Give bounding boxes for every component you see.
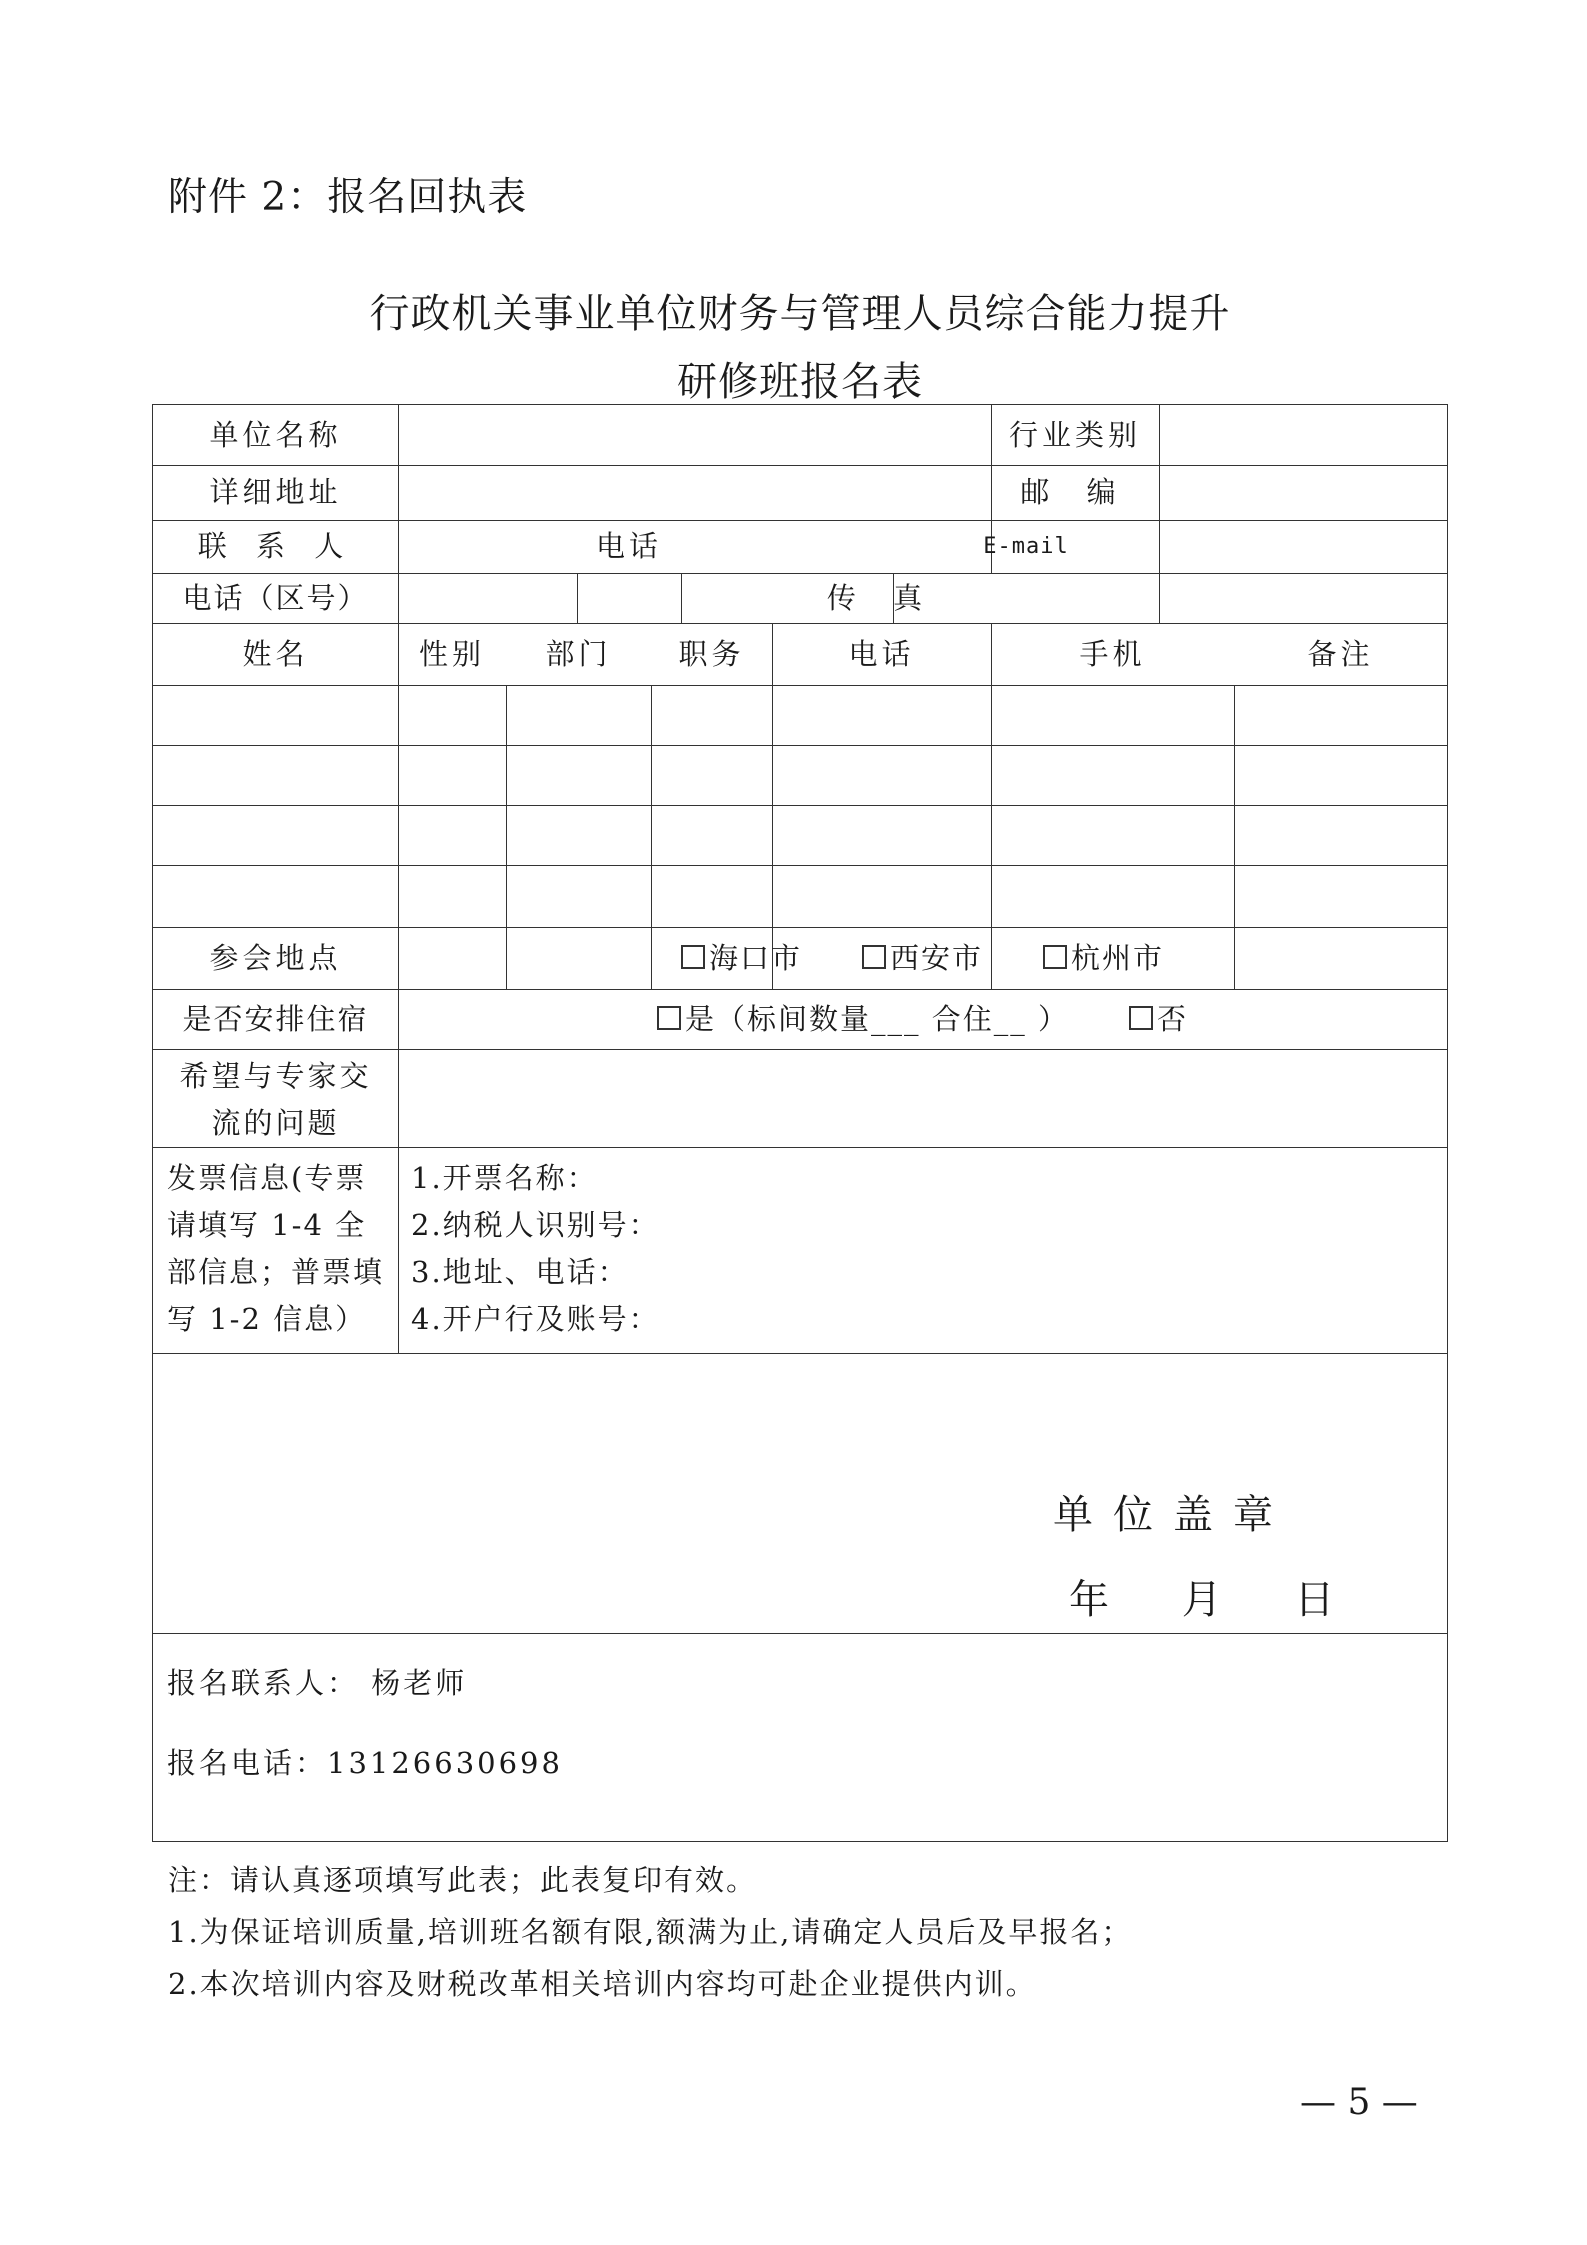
- note-0: 注：请认真逐项填写此表；此表复印有效。: [168, 1863, 758, 1897]
- table-row[interactable]: [153, 865, 1447, 927]
- input-questions[interactable]: [398, 1049, 1447, 1147]
- label-unit-name: 单位名称: [209, 417, 342, 452]
- label-questions: 希望与专家交 流的问题: [179, 1059, 372, 1140]
- label-lodging: 是否安排住宿: [182, 1001, 369, 1036]
- contact-phone: 报名电话：13126630698: [167, 1746, 563, 1780]
- table-row[interactable]: [153, 685, 1447, 745]
- label-venue: 参会地点: [209, 940, 342, 975]
- input-postcode[interactable]: [1159, 465, 1447, 520]
- note-2: 2.本次培训内容及财税改革相关培训内容均可赴企业提供内训。: [168, 1967, 1037, 2001]
- input-address[interactable]: [398, 465, 991, 520]
- label-area-phone: 电话（区号）: [182, 580, 369, 615]
- col-remarks: 备注: [1307, 636, 1374, 671]
- label-address: 详细地址: [209, 475, 342, 510]
- invoice-address-field[interactable]: 3.地址、电话：: [411, 1255, 629, 1289]
- invoice-taxid-field[interactable]: 2.纳税人识别号：: [411, 1208, 660, 1242]
- unit-seal-label: 单位盖章: [1053, 1492, 1293, 1538]
- input-contact[interactable]: [398, 520, 577, 573]
- input-area-phone[interactable]: [398, 573, 772, 623]
- lodging-option-yes[interactable]: 是（标间数量___ 合住__ ）: [657, 996, 1069, 1042]
- date-label: 年 月 日: [1069, 1577, 1365, 1623]
- label-industry: 行业类别: [1008, 417, 1141, 452]
- col-department: 部门: [545, 636, 612, 671]
- invoice-fields[interactable]: [411, 1155, 1411, 1343]
- form-title-line2: 研修班报名表: [677, 359, 923, 405]
- col-position: 职务: [678, 636, 745, 671]
- note-1: 1.为保证培训质量,培训班名额有限,额满为止,请确定人员后及早报名；: [168, 1915, 1133, 1949]
- checkbox-icon[interactable]: [1129, 1006, 1153, 1030]
- table-row[interactable]: [153, 745, 1447, 805]
- label-email: E-mail: [983, 533, 1069, 559]
- contact-person: 报名联系人： 杨老师: [167, 1666, 468, 1700]
- checkbox-icon[interactable]: [862, 945, 886, 969]
- input-unit-name[interactable]: [398, 405, 991, 465]
- label-postcode: 邮 编: [1020, 475, 1130, 510]
- attachment-label: 附件 2：报名回执表: [168, 175, 528, 220]
- form-title-line1: 行政机关事业单位财务与管理人员综合能力提升: [369, 291, 1231, 337]
- invoice-bank-field[interactable]: 4.开户行及账号：: [411, 1302, 660, 1336]
- venue-option-xian[interactable]: 西安市: [862, 935, 983, 981]
- checkbox-icon[interactable]: [1043, 945, 1067, 969]
- table-row[interactable]: [153, 805, 1447, 865]
- page-number: — 5 —: [1300, 2082, 1418, 2123]
- checkbox-icon[interactable]: [657, 1006, 681, 1030]
- venue-options: [398, 927, 1447, 989]
- label-phone: 电话: [595, 529, 662, 564]
- checkbox-icon[interactable]: [681, 945, 705, 969]
- input-industry[interactable]: [1159, 405, 1447, 465]
- lodging-options: [398, 989, 1447, 1049]
- registration-form: [152, 404, 1448, 1842]
- input-email[interactable]: [1159, 520, 1447, 573]
- input-fax[interactable]: [991, 573, 1447, 623]
- col-name: 姓名: [242, 636, 309, 671]
- label-invoice: 发票信息(专票 请填写 1-4 全 部信息；普票填 写 1-2 信息）: [167, 1161, 385, 1336]
- input-phone[interactable]: [681, 520, 893, 573]
- col-gender: 性别: [418, 636, 485, 671]
- col-mobile: 手机: [1079, 636, 1146, 671]
- venue-option-haikou[interactable]: 海口市: [681, 935, 802, 981]
- label-fax: 传 真: [826, 580, 937, 615]
- col-phone: 电话: [848, 636, 915, 671]
- lodging-option-no[interactable]: 否: [1129, 996, 1188, 1042]
- venue-option-hangzhou[interactable]: 杭州市: [1043, 935, 1164, 981]
- label-contact: 联 系 人: [197, 529, 354, 564]
- invoice-name-field[interactable]: 1.开票名称：: [411, 1161, 598, 1195]
